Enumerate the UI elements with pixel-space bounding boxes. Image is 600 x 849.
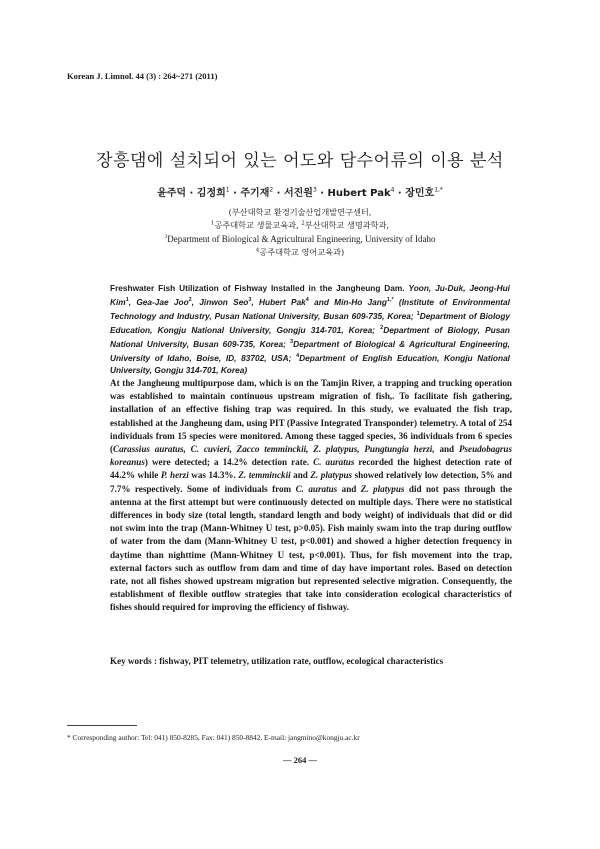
affiliation-mark: 4 [390, 186, 395, 194]
author-text: · Hubert Pak [316, 188, 391, 199]
affiliation-mark: 1,* [434, 186, 443, 194]
species-name: Pseudobagrus koreanus [110, 444, 512, 468]
affiliation-mark: 1,* [386, 297, 394, 304]
english-authors: and Min-Ho Jang [308, 296, 387, 307]
paper-title-korean: 장흥댐에 설치되어 있는 어도와 담수어류의 이용 분석 [96, 151, 504, 171]
species-name: Z. platypus [360, 483, 405, 494]
affiliation-mark: 3 [248, 297, 252, 304]
species-name: Carassius auratus, C. cuvieri, Zacco temminckii, Z. platypus, Pungtungia herzi, [113, 444, 435, 455]
keywords: Key words : fishway, PIT telemetry, utilization rate, outflow, ecological characteristics [110, 656, 444, 666]
affiliation-mark: 2 [188, 297, 192, 304]
journal-reference: Korean J. Limnol. 44 (3) : 264~271 (2011) [67, 71, 218, 81]
affiliation-text: Department of Biological & Agricultural Engineering, University of Idaho [167, 234, 436, 244]
affiliation-text: (부산대학교 환경기술산업개발연구센터, [228, 207, 372, 217]
affiliation-mark: 2 [301, 220, 305, 227]
affiliation-line-1 [0, 207, 600, 218]
author-list-korean [0, 184, 600, 199]
affiliation-mark: 4 [255, 247, 260, 254]
affiliation-mark: 2 [269, 186, 274, 194]
english-title-and-affiliations [110, 282, 510, 376]
species-name: Z. platypus [310, 470, 353, 481]
affiliation-mark: 1 [416, 311, 420, 318]
affiliation-mark: 3 [164, 234, 168, 240]
abstract-text: and [337, 483, 361, 494]
affiliation-mark: 2 [380, 325, 384, 332]
affiliation-line-3 [0, 234, 600, 244]
affiliation-mark: 4 [305, 297, 309, 304]
author-text: · 주기재 [229, 188, 270, 199]
author-text: · 장민호 [394, 188, 435, 199]
abstract-text: and [434, 444, 459, 455]
abstract-text: did not pass through the antenna at the first attempt but were continuously detected on multiple days. There were no statistical differences in body size (total length, standard length and body weight) of individuals that did or did not swim into the trap (Mann-Whitney U test, p>0.05). Fish mainly swam into the trap during outflow of water from the dam (Mann-Whitney U test, p<0.001) and showed a higher detection frequency in daytime than nighttime (Mann-Whitney U test, p<0.001). Thus, for fish movement into the trap, external factors such as outflow from dam and time of day have important roles. Based on detection rate, not all fishes showed upstream migration but represented selective migration. Consequently, the establishment of flexible outflow strategies that take into consideration ecological characteristics of fishes should required for improving the efficiency of fishway. [110, 483, 512, 613]
species-name: Z. temminckii [238, 470, 291, 481]
english-authors: Yoon, Ju-Duk, Jeong-Hui Kim [110, 283, 510, 307]
affiliation-text: 부산대학교 생명과학과, [304, 220, 390, 230]
english-title: Freshwater Fish Utilization of Fishway Installed in the Jangheung Dam. [110, 283, 409, 293]
abstract-text: was 14.3%. [188, 470, 239, 481]
corresponding-author-footnote: * Corresponding author: Tel: 041) 850-8285, Fax: 041) 850-8842, E-mail: jangmino@kongju.ac.kr [67, 733, 360, 742]
species-name: C. auratus [295, 483, 338, 494]
species-name: C. auratus [313, 457, 355, 468]
affiliation-mark: 1 [225, 186, 230, 194]
affiliation-text: 공주대학교 영어교육과) [259, 247, 345, 257]
english-authors: , Gea-Jae Joo [128, 296, 189, 307]
affiliation-mark: 4 [296, 353, 300, 360]
english-affiliation: (Institute of Environmental Technology and Industry, Pusan National University, Busan 609-735, Korea; [110, 296, 510, 321]
abstract [110, 377, 512, 615]
abstract-text: ) were detected; a 14.2% detection rate. [144, 457, 314, 468]
abstract-text: At the Jangheung multipurpose dam, which is on the Tamjin River, a trapping and trucking operation was established to maintain continuous upstream migration of fish,. To facilitate fish gathering, installation of an effective fishing trap was required. In this study, we evaluated the fish trap, established at the Jangheung dam, using PIT (Passive Integrated Transponder) telemetry. A total of 254 individuals from 15 species were monitored. Among these tagged species, 36 individuals from 6 species ( [110, 378, 512, 455]
english-affiliation: Department of Biological & Agricultural Engineering, University of Idaho, Boise, ID, 83702, USA; [110, 338, 510, 363]
english-authors: , Hubert Pak [251, 296, 306, 307]
footnote-divider [67, 725, 137, 726]
english-authors: , Jinwon Seo [191, 296, 249, 307]
affiliation-line-4 [0, 247, 600, 258]
english-affiliation: Department of Biology, Pusan National University, Busan 609-735, Korea; [110, 324, 510, 349]
english-affiliation: Department of Biology Education, Kongju National University, Gongju 314-701, Korea; [110, 310, 511, 335]
affiliation-mark: 1 [210, 220, 215, 227]
affiliation-mark: 3 [312, 186, 317, 194]
abstract-text: showed relatively low detection, 5% and 7.7% respectively. Some of individuals from [110, 470, 512, 494]
species-name: P. herzi [160, 470, 189, 481]
affiliation-mark: 3 [290, 339, 294, 346]
author-text: 윤주덕 · 김정희 [157, 188, 226, 199]
abstract-text: recorded the highest detection rate of 44.2% while [110, 457, 512, 481]
english-affiliation: Department of English Education, Kongju National University, Gongju 314-701, Korea) [110, 352, 510, 376]
author-text: · 서진원 [273, 188, 313, 199]
affiliation-mark: 1 [125, 297, 129, 304]
affiliation-text: 공주대학교 생물교육과, [214, 220, 302, 230]
abstract-text: and [290, 470, 311, 481]
affiliation-line-2 [0, 220, 600, 231]
page-number: — 264 — [283, 755, 317, 765]
